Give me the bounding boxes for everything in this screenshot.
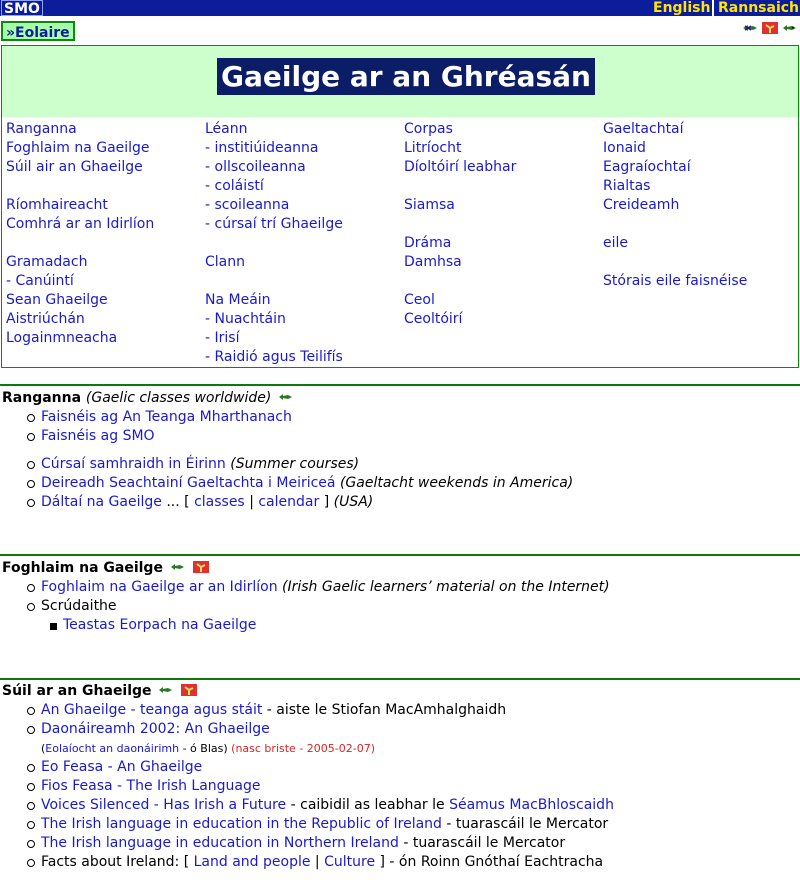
section-heading-suil [2, 682, 197, 701]
list-item [23, 720, 614, 739]
dir-link-cursai[interactable]: - cúrsaí trí Ghaeilge [205, 216, 343, 232]
link-deireadh-seachtaini[interactable]: Deireadh Seachtainí Gaeltachta i Meiriceá [41, 475, 336, 491]
list-item [23, 578, 610, 597]
list-item [23, 758, 614, 777]
dir-link-irisi[interactable]: - Irisí [205, 330, 240, 346]
dir-link-ionaid[interactable]: Ionaid [603, 140, 646, 156]
dir-link-gaeltachtai[interactable]: Gaeltachtaí [603, 121, 684, 137]
item-note: (Summer courses) [230, 456, 360, 472]
section-heading-ranganna [2, 389, 294, 408]
list-item [23, 834, 614, 853]
search-link[interactable]: Rannsaich [718, 0, 800, 16]
dir-link-colaisti[interactable]: - coláistí [205, 178, 264, 194]
dir-link-gramadach[interactable]: Gramadach [6, 254, 88, 270]
dir-link-ceol[interactable]: Ceol [404, 292, 435, 308]
dir-link-logainmneacha[interactable]: Logainmneacha [6, 330, 118, 346]
item-text: - tuarascáil le Mercator [403, 835, 566, 851]
item-text: ] - ón Roinn Gnóthaí Eachtracha [379, 854, 604, 870]
dir-link-drama[interactable]: Dráma [404, 235, 452, 251]
directory-column-3 [404, 120, 516, 329]
dir-link-sean-ghaeilge[interactable]: Sean Ghaeilge [6, 292, 108, 308]
link-land-and-people[interactable]: Land and people [193, 854, 311, 870]
top-bar [0, 0, 800, 16]
item-separator: | [249, 494, 254, 510]
list-item [23, 597, 610, 616]
section-title: Foghlaim na Gaeilge [2, 560, 163, 576]
section-note: (Gaelic classes worldwide) [85, 390, 272, 406]
dir-link-nuachtain[interactable]: - Nuachtáin [205, 311, 286, 327]
dir-link-damhsa[interactable]: Damhsa [404, 254, 462, 270]
directory-header [2, 46, 798, 117]
dir-link-litriocht[interactable]: Litríocht [404, 140, 462, 156]
top-bar-divider [712, 0, 714, 16]
item-text: ... [ [166, 494, 190, 510]
dir-link-aistriuchan[interactable]: Aistriúchán [6, 311, 85, 327]
link-daltai[interactable]: Dáltaí na Gaeilge [41, 494, 162, 510]
dir-link-eile[interactable]: eile [603, 235, 629, 251]
list-item [23, 701, 614, 720]
list-item [23, 455, 573, 474]
link-cursai-samhraidh[interactable]: Cúrsaí samhraidh in Éirinn [41, 456, 226, 472]
dir-link-foghlaim[interactable]: Foghlaim na Gaeilge [6, 140, 150, 156]
dir-link-leann[interactable]: Léann [205, 121, 248, 137]
foghlaim-list [23, 578, 610, 635]
smo-home-link[interactable]: SMO [1, 0, 43, 16]
link-calendar[interactable]: calendar [258, 494, 320, 510]
section-heading-foghlaim [2, 559, 209, 578]
directory-column-2 [205, 120, 343, 367]
link-classes[interactable]: classes [194, 494, 245, 510]
fish-icon[interactable] [278, 390, 294, 402]
dir-link-comhra[interactable]: Comhrá ar an Idirlíon [6, 216, 155, 232]
list-item [45, 616, 610, 635]
item-text: - ó Blas) [182, 742, 228, 755]
isle-of-man-flag-icon[interactable] [762, 22, 778, 34]
dir-link-ranganna[interactable]: Ranganna [6, 121, 77, 137]
fish-icon[interactable] [170, 560, 186, 572]
section-title: Ranganna [2, 390, 82, 406]
list-item [23, 408, 573, 427]
page-title: Gaeilge ar an Ghréasán [217, 58, 595, 95]
link-education-republic[interactable]: The Irish language in education in the Republic of Ireland [41, 816, 442, 832]
dir-link-suil[interactable]: Súil air an Ghaeilge [6, 159, 143, 175]
list-item [23, 474, 573, 493]
english-link[interactable]: English [653, 0, 711, 16]
directory-column-1 [6, 120, 154, 348]
list-item [23, 853, 614, 872]
link-teastas-eorpach[interactable]: Teastas Eorpach na Gaeilge [63, 617, 257, 633]
item-note: (Irish Gaelic learners’ material on the Internet) [282, 579, 610, 595]
dir-link-institiuideanna[interactable]: - institiúideanna [205, 140, 319, 156]
link-eolaiocht[interactable]: Eolaíocht an daonáirimh [45, 742, 180, 755]
item-note: (USA) [333, 494, 374, 510]
suil-list [23, 701, 614, 872]
list-item [23, 493, 573, 512]
scotland-flag-icon[interactable] [742, 22, 758, 34]
list-item-sub [23, 739, 614, 758]
language-flags [742, 22, 798, 34]
fish-icon[interactable] [782, 22, 798, 34]
dir-link-riomhaireacht[interactable]: Ríomhaireacht [6, 197, 108, 213]
dir-link-corpas[interactable]: Corpas [404, 121, 453, 137]
eolaire-link[interactable]: »Eolaire [1, 21, 75, 41]
link-education-northern[interactable]: The Irish language in education in Northern Ireland [41, 835, 399, 851]
dir-link-storais[interactable]: Stórais eile faisnéise [603, 273, 748, 289]
broken-link-note: (nasc briste - 2005-02-07) [231, 742, 375, 755]
dir-link-canuinti[interactable]: - Canúintí [6, 273, 74, 289]
list-item [23, 815, 614, 834]
link-fios-feasa[interactable]: Fios Feasa - The Irish Language [41, 778, 261, 794]
link-eo-feasa[interactable]: Eo Feasa - An Ghaeilge [41, 759, 203, 775]
dir-link-dioltoiri[interactable]: Díoltóirí leabhar [404, 159, 517, 175]
item-separator: | [314, 854, 320, 870]
dir-link-siamsa[interactable]: Siamsa [404, 197, 455, 213]
section-title: Súil ar an Ghaeilge [2, 683, 152, 699]
dir-link-ceoltoiri[interactable]: Ceoltóirí [404, 311, 463, 327]
link-faisneis-smo[interactable]: Faisnéis ag SMO [41, 428, 155, 444]
dir-link-scoileanna[interactable]: - scoileanna [205, 197, 290, 213]
section-divider [0, 678, 800, 680]
isle-of-man-flag-icon[interactable] [193, 560, 209, 572]
link-culture[interactable]: Culture [324, 854, 376, 870]
dir-link-rialtas[interactable]: Rialtas [603, 178, 651, 194]
link-author[interactable]: Séamus MacBhloscaidh [449, 797, 614, 813]
list-item [23, 427, 573, 446]
item-text: - aiste le Stiofan MacAmhalghaidh [266, 702, 507, 718]
link-foghlaim-idirlion[interactable]: Foghlaim na Gaeilge ar an Idirlíon [41, 579, 278, 595]
dir-link-creideamh[interactable]: Creideamh [603, 197, 680, 213]
link-teanga-mharthanach[interactable]: Faisnéis ag An Teanga Mharthanach [41, 409, 292, 425]
isle-of-man-flag-icon[interactable] [181, 683, 197, 695]
dir-link-raidio[interactable]: - Raidió agus Teilifís [205, 349, 343, 365]
item-text: - caibidil as leabhar le [290, 797, 445, 813]
directory-box [1, 45, 799, 368]
directory-column-4 [603, 120, 747, 291]
item-text: ] [323, 494, 330, 510]
link-teanga-agus-stait[interactable]: An Ghaeilge - teanga agus stáit [41, 702, 263, 718]
item-text: - tuarascáil le Mercator [446, 816, 609, 832]
section-divider [0, 554, 800, 556]
dir-link-eagraiochtai[interactable]: Eagraíochtaí [603, 159, 691, 175]
link-daonaireamh[interactable]: Daonáireamh 2002: An Ghaeilge [41, 721, 270, 737]
item-text: Scrúdaithe [41, 598, 117, 614]
link-voices-silenced[interactable]: Voices Silenced - Has Irish a Future [41, 797, 287, 813]
fish-icon[interactable] [158, 683, 174, 695]
list-item [23, 777, 614, 796]
dir-link-clann[interactable]: Clann [205, 254, 245, 270]
dir-link-ollscoileanna[interactable]: - ollscoileanna [205, 159, 306, 175]
list-item [23, 796, 614, 815]
dir-link-na-meain[interactable]: Na Meáin [205, 292, 271, 308]
ranganna-list [23, 408, 573, 512]
item-note: (Gaeltacht weekends in America) [339, 475, 574, 491]
item-text: ( [41, 742, 46, 755]
item-text: Facts about Ireland: [ [41, 854, 190, 870]
section-divider [0, 384, 800, 386]
